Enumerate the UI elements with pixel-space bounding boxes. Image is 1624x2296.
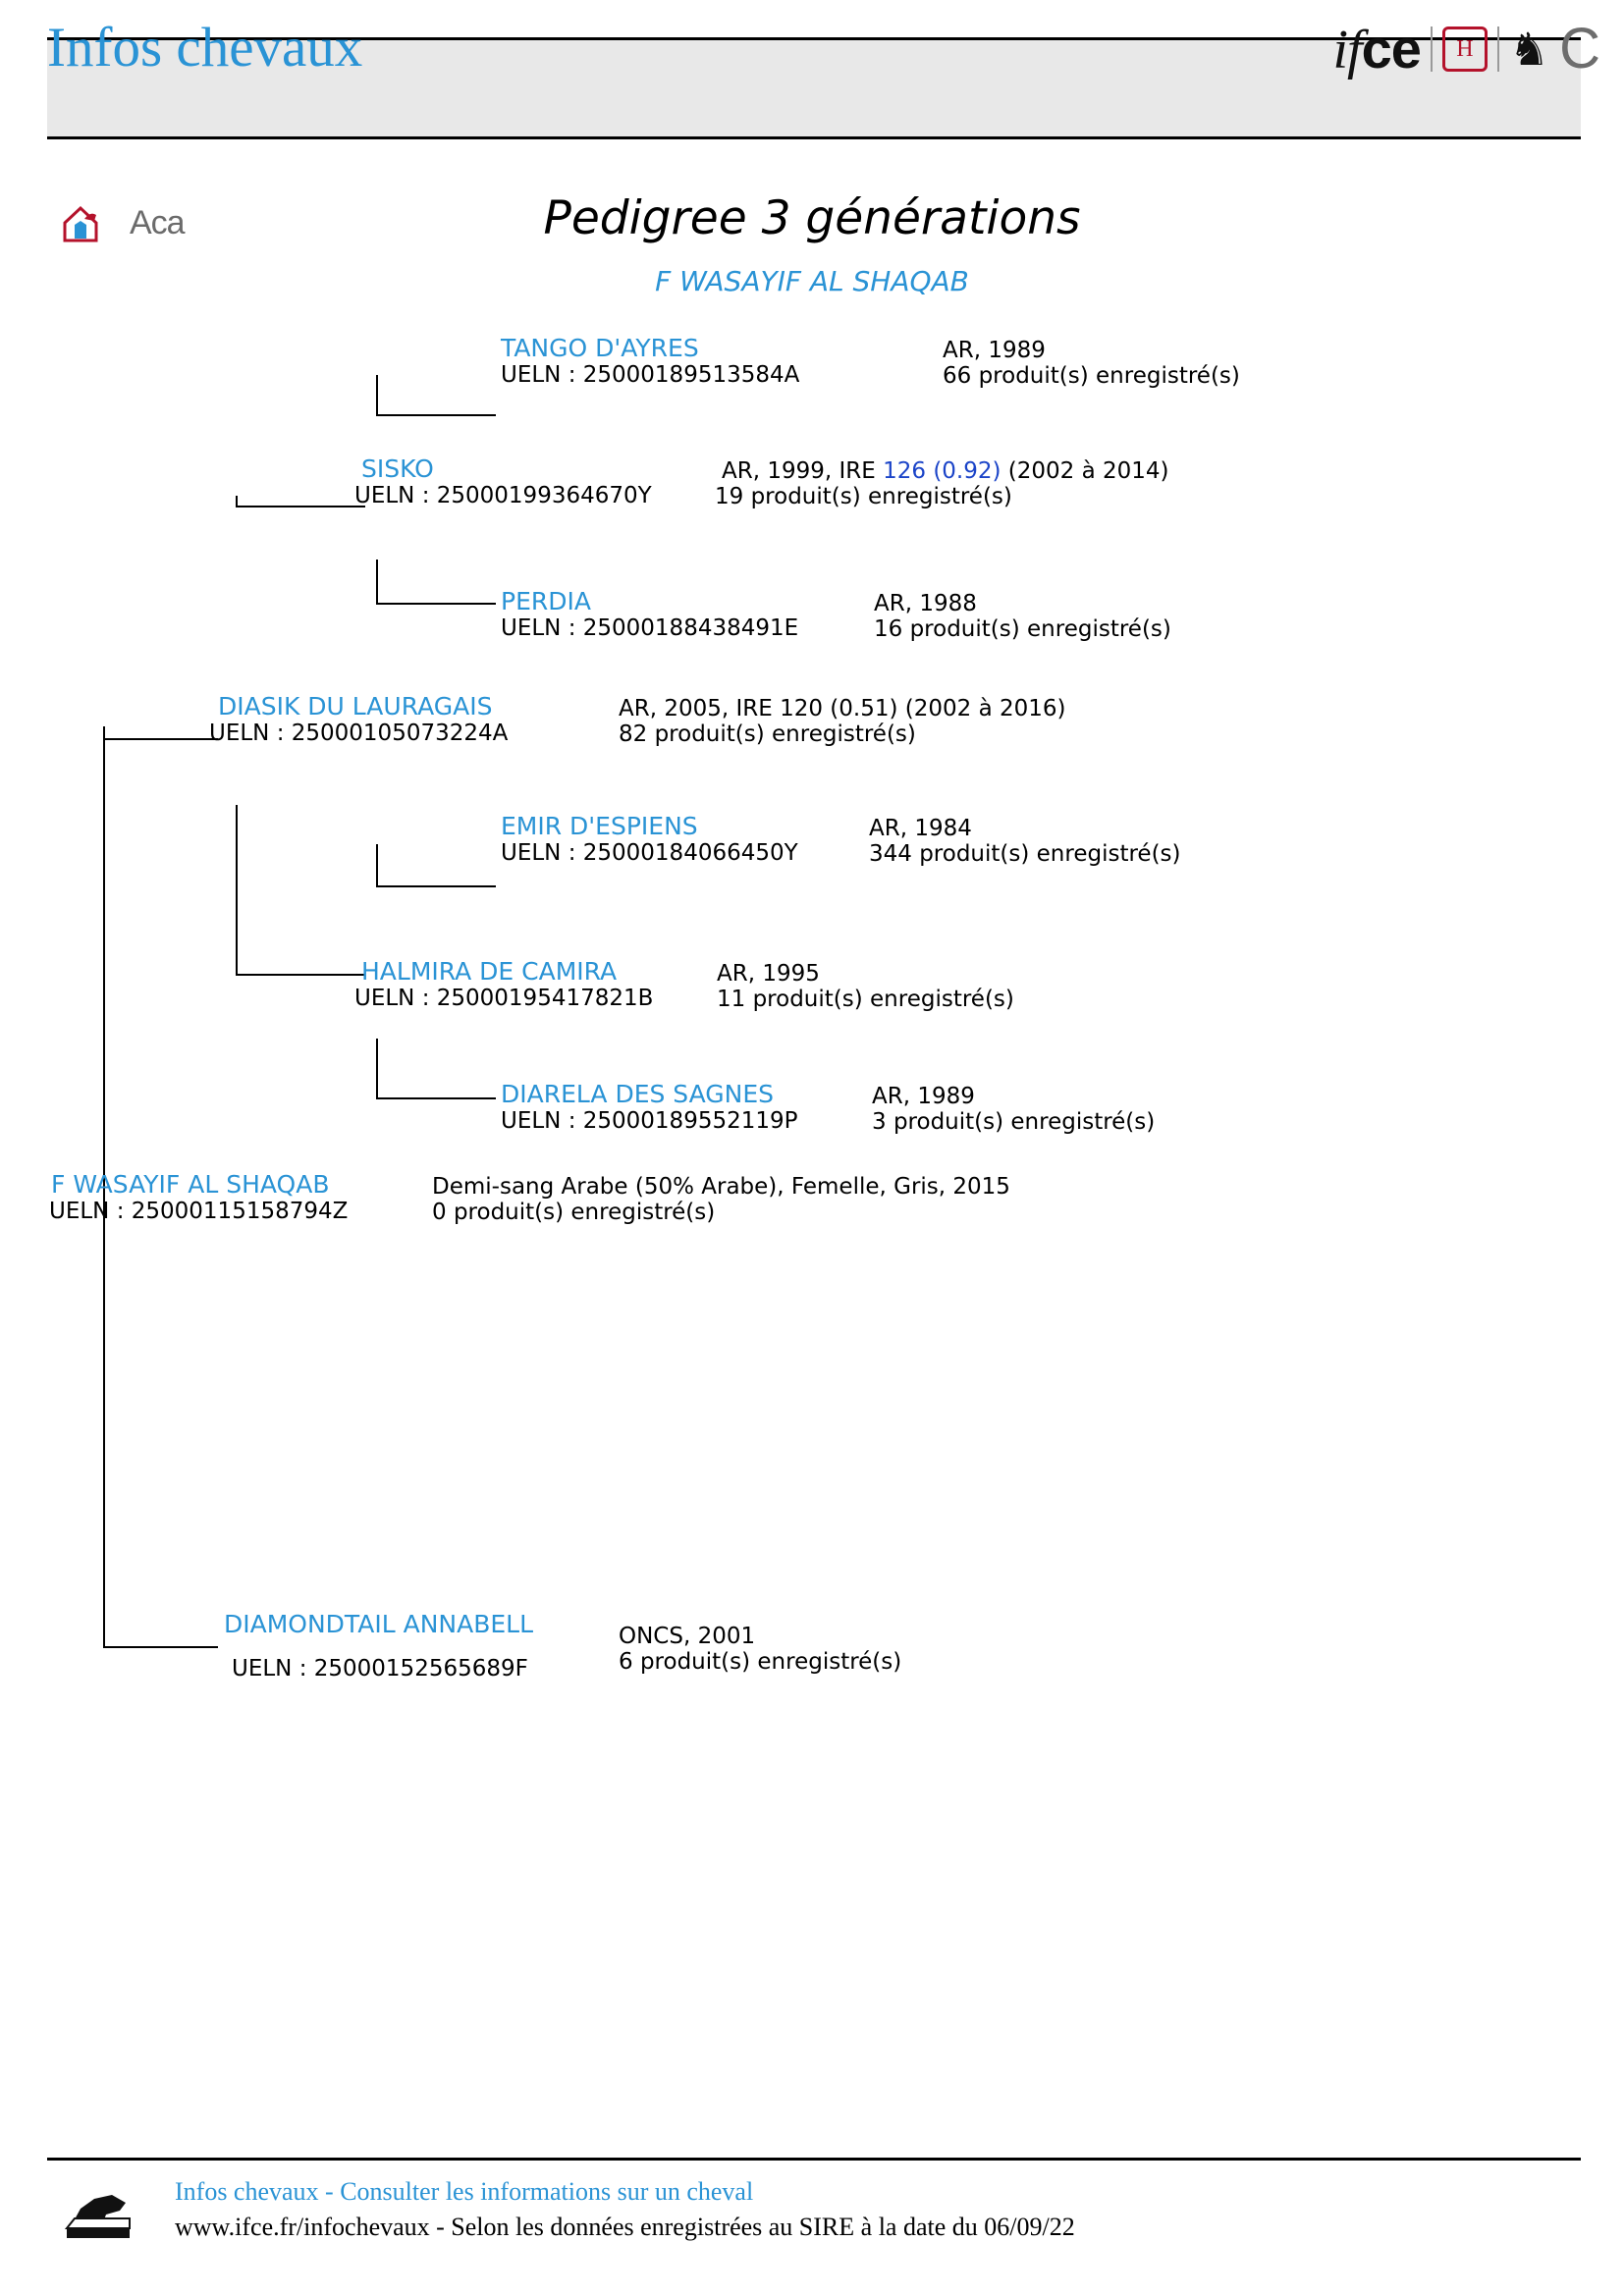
ifce-ce-text: ce bbox=[1361, 17, 1421, 80]
info-line-1: AR, 1984 bbox=[869, 816, 972, 841]
ifce-if-text: if bbox=[1332, 19, 1362, 80]
node-ueln: UELN : 25000115158794Z bbox=[49, 1199, 349, 1224]
node-name[interactable]: F WASAYIF AL SHAQAB bbox=[51, 1170, 330, 1199]
info-line-2: 82 produit(s) enregistré(s) bbox=[619, 721, 916, 747]
info-line-2: 0 produit(s) enregistré(s) bbox=[432, 1200, 716, 1225]
info-f-wasayif-al-shaqab bbox=[432, 1174, 1010, 1225]
info-line-2: 344 produit(s) enregistré(s) bbox=[869, 841, 1181, 867]
node-sisko bbox=[354, 454, 652, 508]
horse-icon: ♞ bbox=[1508, 23, 1550, 76]
node-name[interactable]: EMIR D'ESPIENS bbox=[501, 812, 698, 840]
node-diarela-des-sagnes bbox=[501, 1080, 798, 1134]
node-name[interactable]: DIARELA DES SAGNES bbox=[501, 1080, 775, 1108]
info-line-1: AR, 2005, IRE 120 (0.51) (2002 à 2016) bbox=[619, 696, 1066, 721]
info-tango-dayres bbox=[943, 338, 1240, 389]
node-emir-despiens bbox=[501, 812, 798, 866]
info-line-1 bbox=[722, 458, 1169, 484]
node-name[interactable]: DIAMONDTAIL ANNABELL bbox=[224, 1610, 534, 1638]
connector-sire-dam-sire bbox=[376, 844, 496, 887]
node-ueln: UELN : 25000189552119P bbox=[501, 1108, 798, 1134]
info-line-2: 6 produit(s) enregistré(s) bbox=[619, 1649, 902, 1675]
info-sisko bbox=[715, 458, 1169, 509]
footer-title: Infos chevaux - Consulter les informations sur un cheval bbox=[175, 2177, 754, 2206]
node-ueln: UELN : 25000189513584A bbox=[501, 362, 800, 388]
info-line-1: AR, 1989 bbox=[943, 338, 1046, 363]
info-line-1: ONCS, 2001 bbox=[619, 1624, 756, 1649]
node-tango-dayres bbox=[501, 334, 799, 388]
info-diarela-des-sagnes bbox=[872, 1084, 1155, 1135]
node-f-wasayif-al-shaqab bbox=[51, 1170, 348, 1224]
node-ueln: UELN : 25000105073224A bbox=[209, 721, 509, 746]
node-perdia bbox=[501, 587, 798, 641]
node-ueln: UELN : 25000184066450Y bbox=[501, 840, 798, 866]
connector-sire-dam-dam bbox=[376, 1039, 496, 1099]
footer-horse-icon bbox=[61, 2169, 137, 2246]
footer-subtitle: www.ifce.fr/infochevaux - Selon les données enregistrées au SIRE à la date du 06/09/22 bbox=[175, 2213, 1075, 2241]
page-title: Pedigree 3 générations bbox=[543, 191, 1081, 245]
cheval-c-icon: C bbox=[1559, 17, 1600, 80]
ire-value: 126 (0.92) bbox=[883, 458, 1001, 484]
node-name[interactable]: PERDIA bbox=[501, 587, 591, 615]
info-line-1: Demi-sang Arabe (50% Arabe), Femelle, Gris, 2015 bbox=[432, 1174, 1010, 1200]
info-line-1: AR, 1989 bbox=[872, 1084, 975, 1109]
page-header-title: Infos chevaux bbox=[47, 17, 363, 79]
haras-nationaux-icon: H bbox=[1442, 27, 1488, 72]
info-line-2: 11 produit(s) enregistré(s) bbox=[717, 987, 1014, 1012]
info-line-2: 3 produit(s) enregistré(s) bbox=[872, 1109, 1156, 1135]
info-diamondtail-annabell bbox=[619, 1624, 901, 1675]
info-suffix: (2002 à 2014) bbox=[1001, 458, 1169, 484]
info-prefix: AR, 1999, IRE bbox=[722, 458, 884, 484]
node-ueln: UELN : 25000152565689F bbox=[232, 1656, 528, 1682]
node-diasik-du-lauragais bbox=[209, 692, 509, 746]
info-line-1: AR, 1995 bbox=[717, 961, 820, 987]
info-line-2: 19 produit(s) enregistré(s) bbox=[715, 484, 1012, 509]
info-perdia bbox=[874, 591, 1171, 642]
node-halmira-de-camira bbox=[354, 957, 654, 1011]
info-halmira-de-camira bbox=[717, 961, 1014, 1012]
node-ueln: UELN : 25000199364670Y bbox=[354, 483, 652, 508]
info-diasik-du-lauragais bbox=[619, 696, 1066, 747]
connector-sire-sire-branch bbox=[236, 496, 365, 507]
node-ueln: UELN : 25000195417821B bbox=[354, 986, 654, 1011]
info-emir-despiens bbox=[869, 816, 1181, 867]
info-line-2: 66 produit(s) enregistré(s) bbox=[943, 363, 1240, 389]
info-line-1: AR, 1988 bbox=[874, 591, 977, 616]
node-ueln: UELN : 25000188438491E bbox=[501, 615, 799, 641]
connector-sire-sire-sire bbox=[376, 375, 496, 416]
node-name[interactable]: TANGO D'AYRES bbox=[501, 334, 699, 362]
connector-sire-dam-branch bbox=[236, 805, 365, 976]
node-diamondtail-annabell bbox=[224, 1610, 533, 1682]
connector-sire-sire-dam bbox=[376, 560, 496, 605]
node-name[interactable]: DIASIK DU LAURAGAIS bbox=[218, 692, 493, 721]
footer-divider bbox=[47, 2158, 1581, 2161]
node-name[interactable]: SISKO bbox=[361, 454, 434, 483]
page-subject-title: F WASAYIF AL SHAQAB bbox=[655, 265, 969, 297]
info-line-2: 16 produit(s) enregistré(s) bbox=[874, 616, 1171, 642]
aca-label: Aca bbox=[130, 203, 185, 241]
node-name[interactable]: HALMIRA DE CAMIRA bbox=[361, 957, 618, 986]
